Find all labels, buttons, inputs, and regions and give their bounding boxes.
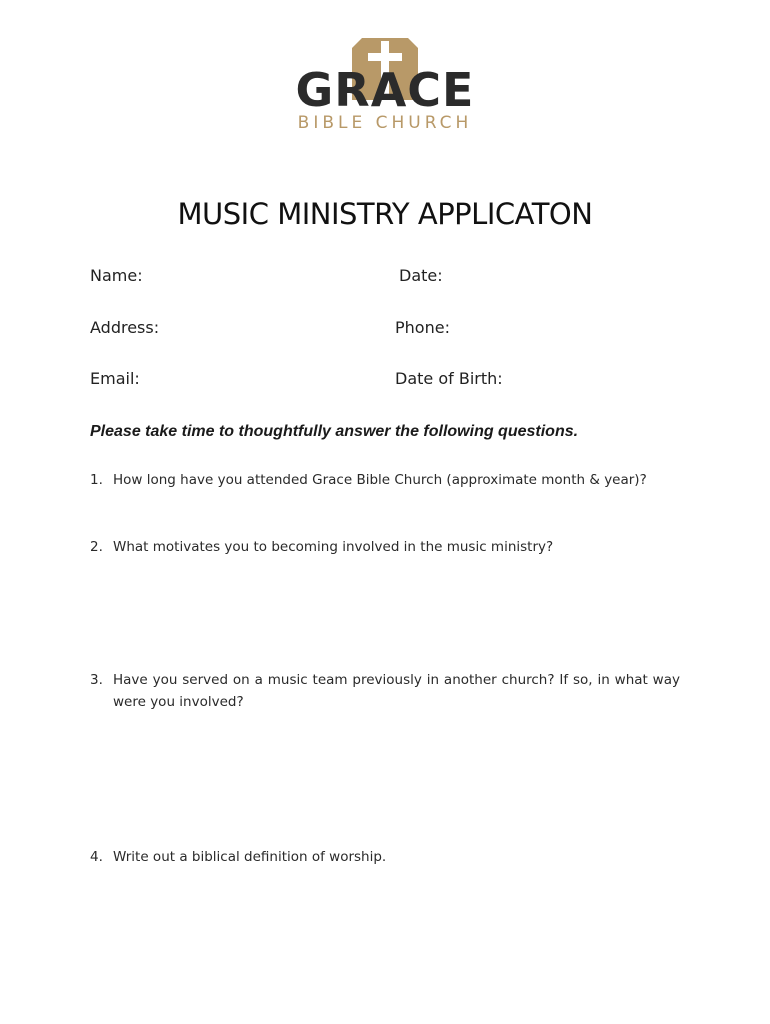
phone-label: Phone: <box>395 318 450 337</box>
address-label: Address: <box>90 318 160 337</box>
question-text: What motivates you to becoming involved in the music ministry? <box>113 539 554 555</box>
question-item <box>90 469 680 491</box>
question-number: 2. <box>90 539 103 555</box>
question-item <box>90 669 680 713</box>
page-title: MUSIC MINISTRY APPLICATON <box>177 197 593 231</box>
question-item <box>90 536 680 558</box>
question-number: 1. <box>90 472 103 488</box>
email-label: Email: <box>90 369 140 388</box>
logo-wordmark: GRACE <box>295 63 475 117</box>
date-label: Date: <box>399 266 443 285</box>
question-number: 3. <box>90 672 103 688</box>
question-text: How long have you attended Grace Bible Church (approximate month & year)? <box>113 472 647 488</box>
instructions-text: Please take time to thoughtfully answer the following questions. <box>90 423 579 440</box>
question-text: Write out a biblical definition of worship. <box>113 849 387 865</box>
question-number: 4. <box>90 849 103 865</box>
date-of-birth-label: Date of Birth: <box>395 369 503 388</box>
question-text: Have you served on a music team previously in another church? If so, in what way were you involved? <box>113 672 680 710</box>
question-item <box>90 846 680 868</box>
logo-subtitle: BIBLE CHURCH <box>297 113 473 133</box>
name-label: Name: <box>90 266 143 285</box>
